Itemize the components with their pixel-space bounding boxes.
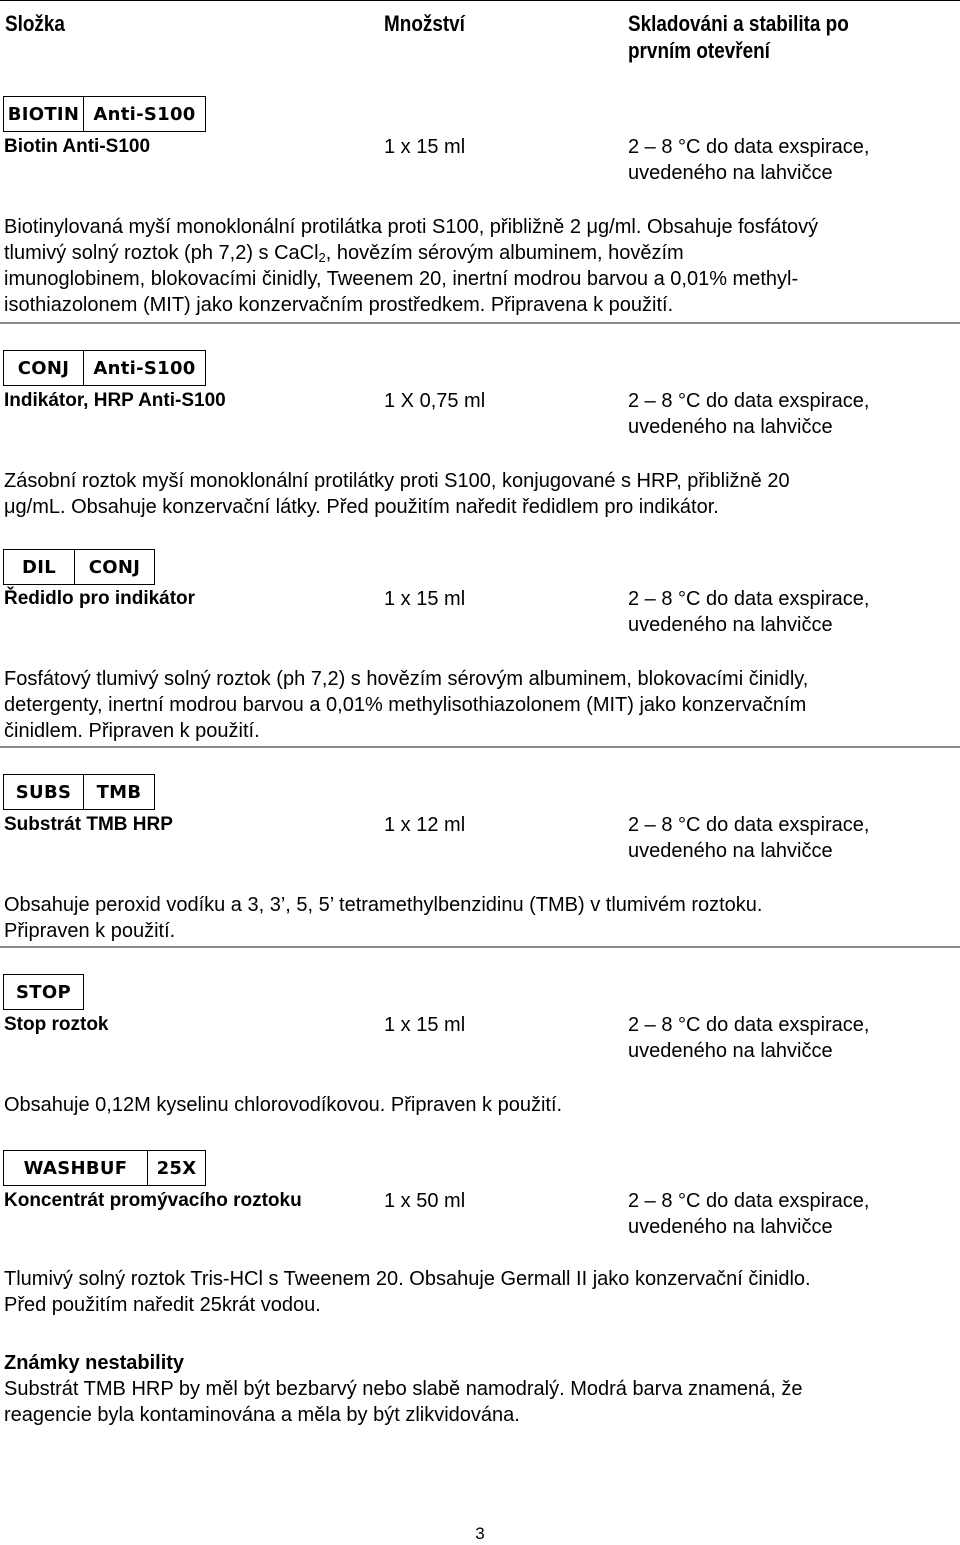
storage-line: 2 – 8 °C do data exspirace, [628,814,870,836]
description-line: imunoglobinem, blokovacími činidly, Tweenem 20, inertní modrou barvou a 0,01% methyl- [4,268,799,290]
description-line: Biotinylovaná myší monoklonální protilátka proti S100, přibližně 2 μg/ml. Obsahuje fosfátový [4,216,819,238]
item-wash-buffer [0,1124,960,1324]
label-part: CONJ [75,549,155,585]
storage-line: uvedeného na lahvičce [628,840,833,862]
description-line: Před použitím naředit 25krát vodou. [4,1294,321,1316]
header-storage: Skladováni a stabilita po prvním otevření [628,11,849,63]
description-line: činidlem. Připraven k použití. [4,720,260,742]
item-description [4,468,956,520]
label-part: Anti-S100 [84,350,206,386]
header-component: Složka [5,11,65,36]
storage-line: uvedeného na lahvičce [628,1216,833,1238]
instability-title: Známky nestability [4,1352,185,1374]
reagent-label [3,96,206,132]
item-quantity: 1 x 15 ml [384,1014,466,1036]
item-quantity: 1 x 15 ml [384,588,466,610]
storage-line: uvedeného na lahvičce [628,614,833,636]
item-storage [628,1012,958,1064]
storage-line: 2 – 8 °C do data exspirace, [628,1014,870,1036]
description-line: Obsahuje peroxid vodíku a 3, 3’, 5, 5’ tetramethylbenzidinu (TMB) v tlumivém roztoku. [4,894,763,916]
storage-line: uvedeného na lahvičce [628,416,833,438]
item-description [4,214,956,318]
item-description [4,1092,956,1118]
instability-line: Substrát TMB HRP by měl být bezbarvý nebo slabě namodralý. Modrá barva znamená, že [4,1378,803,1400]
description-line: Fosfátový tlumivý solný roztok (ph 7,2) s hovězím sérovým albuminem, blokovacími činidly, [4,668,809,690]
item-name: Koncentrát promývacího roztoku [4,1190,302,1211]
storage-line: 2 – 8 °C do data exspirace, [628,390,870,412]
item-storage [628,812,958,864]
label-part: WASHBUF [3,1150,148,1186]
description-line: μg/mL. Obsahuje konzervační látky. Před použitím naředit ředidlem pro indikátor. [4,496,719,518]
item-name: Ředidlo pro indikátor [4,588,196,609]
label-part: BIOTIN [3,96,84,132]
description-line: detergenty, inertní modrou barvou a 0,01% methylisothiazolonem (MIT) jako konzervačním [4,694,807,716]
description-line: Obsahuje 0,12M kyselinu chlorovodíkovou. Připraven k použití. [4,1094,563,1116]
item-storage [628,586,958,638]
item-storage [628,1188,958,1240]
item-conjugate [0,324,960,520]
storage-line: 2 – 8 °C do data exspirace, [628,588,870,610]
label-part: DIL [3,549,75,585]
item-name: Substrát TMB HRP [4,814,173,835]
reagent-label [3,549,155,585]
item-quantity: 1 x 15 ml [384,136,466,158]
description-line: isothiazolonem (MIT) jako konzervačním prostředkem. Připravena k použití. [4,294,674,316]
storage-line: 2 – 8 °C do data exspirace, [628,1190,870,1212]
item-quantity: 1 x 12 ml [384,814,466,836]
item-quantity: 1 X 0,75 ml [384,390,486,412]
label-part: TMB [84,774,155,810]
reagent-label [3,774,155,810]
item-substrate [0,748,960,948]
item-quantity: 1 x 50 ml [384,1190,466,1212]
item-name: Indikátor, HRP Anti-S100 [4,390,226,411]
reagent-label [3,350,206,386]
page-number: 3 [475,1524,485,1543]
description-line: Zásobní roztok myší monoklonální protilátky proti S100, konjugované s HRP, přibližně 20 [4,470,790,492]
instability-line: reagencie byla kontaminována a měla by být zlikvidována. [4,1404,520,1426]
storage-line: 2 – 8 °C do data exspirace, [628,136,870,158]
label-part: STOP [3,974,84,1010]
item-diluent [0,522,960,748]
label-part: SUBS [3,774,84,810]
label-part: CONJ [3,350,84,386]
instability-section [4,1350,956,1428]
item-storage [628,134,958,186]
description-line: tlumivý solný roztok (ph 7,2) s CaCl$_2$, hovězím sérovým albuminem, hovězím [4,242,684,265]
item-description [4,1266,956,1318]
storage-line: uvedeného na lahvičce [628,1040,833,1062]
item-storage [628,388,958,440]
item-description [4,892,956,944]
header-quantity: Množství [384,11,465,36]
description-line: Připraven k použití. [4,920,176,942]
item-description [4,666,956,744]
item-name: Stop roztok [4,1014,109,1035]
reagent-label [3,974,84,1010]
item-stop-solution [0,948,960,1118]
storage-line: uvedeného na lahvičce [628,162,833,184]
label-part: Anti-S100 [84,96,206,132]
table-header [0,0,960,71]
description-line: Tlumivý solný roztok Tris-HCl s Tweenem 20. Obsahuje Germall II jako konzervační činidlo. [4,1268,811,1290]
reagent-label [3,1150,206,1186]
item-biotin [0,70,960,324]
label-part: 25X [148,1150,206,1186]
item-name: Biotin Anti-S100 [4,136,151,157]
